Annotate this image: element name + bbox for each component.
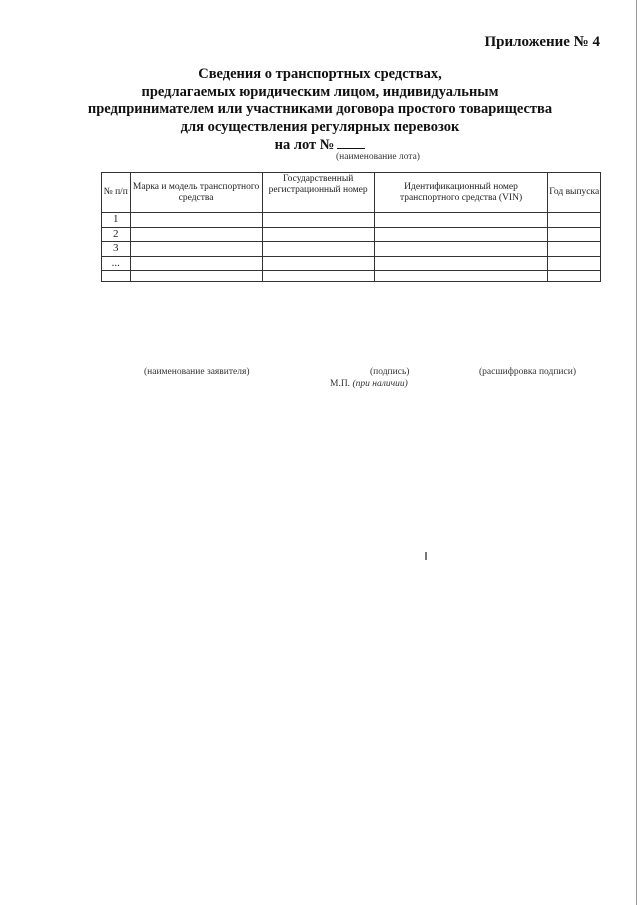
stamp-line <box>330 379 408 389</box>
cell-reg <box>262 227 374 242</box>
row-num <box>102 271 131 282</box>
table-row <box>102 227 601 242</box>
cell-model <box>130 256 262 271</box>
title-line-3: предпринимателем или участниками договора простого товарищества <box>87 101 553 117</box>
cell-vin <box>374 227 548 242</box>
row-num: 3 <box>102 242 131 257</box>
title-line-4: для осуществления регулярных перевозок <box>180 118 460 135</box>
cell-reg <box>262 256 374 271</box>
row-num: ... <box>102 256 131 271</box>
row-num: 1 <box>102 213 131 228</box>
cell-reg <box>262 213 374 228</box>
cell-vin <box>374 271 548 282</box>
cell-vin <box>374 242 548 257</box>
row-num: 2 <box>102 227 131 242</box>
applicant-name-caption: (наименование заявителя) <box>144 367 250 377</box>
cell-vin <box>374 213 548 228</box>
cell-model <box>130 227 262 242</box>
lot-caption: (наименование лота) <box>336 152 420 162</box>
cell-model <box>130 213 262 228</box>
table-header-row <box>102 173 601 213</box>
cell-year <box>548 242 601 257</box>
cell-vin <box>374 256 548 271</box>
table-row <box>102 242 601 257</box>
cell-model <box>130 242 262 257</box>
title-line-2: предлагаемых юридическим лицом, индивидуальным <box>141 83 499 100</box>
title-line-1: Сведения о транспортных средствах, <box>198 66 442 82</box>
header-num: № п/п <box>102 173 131 213</box>
annex-number: Приложение № 4 <box>484 34 600 50</box>
cell-model <box>130 271 262 282</box>
cell-reg <box>262 271 374 282</box>
scan-edge-line <box>636 0 637 905</box>
cell-year <box>548 213 601 228</box>
lot-line <box>0 136 640 154</box>
table-row <box>102 271 601 282</box>
table-row <box>102 213 601 228</box>
header-model: Марка и модель транспортного средства <box>130 173 262 213</box>
header-vin: Идентификационный номер транспортного средства (VIN) <box>374 173 548 213</box>
cell-year <box>548 271 601 282</box>
cell-year <box>548 227 601 242</box>
table-row <box>102 256 601 271</box>
cell-reg <box>262 242 374 257</box>
signature-caption: (подпись) <box>370 367 410 377</box>
stamp-label: М.П. <box>330 379 351 389</box>
lot-label: на лот № <box>274 137 335 153</box>
lot-number-blank <box>337 136 365 149</box>
scan-speck <box>425 552 427 560</box>
header-reg-number: Государственный регистрационный номер <box>262 173 374 213</box>
header-year: Год выпуска <box>548 173 601 213</box>
stamp-note: (при наличии) <box>352 379 408 389</box>
document-title <box>0 66 640 136</box>
vehicles-table <box>101 172 601 282</box>
cell-year <box>548 256 601 271</box>
signature-decode-caption: (расшифровка подписи) <box>479 367 576 377</box>
